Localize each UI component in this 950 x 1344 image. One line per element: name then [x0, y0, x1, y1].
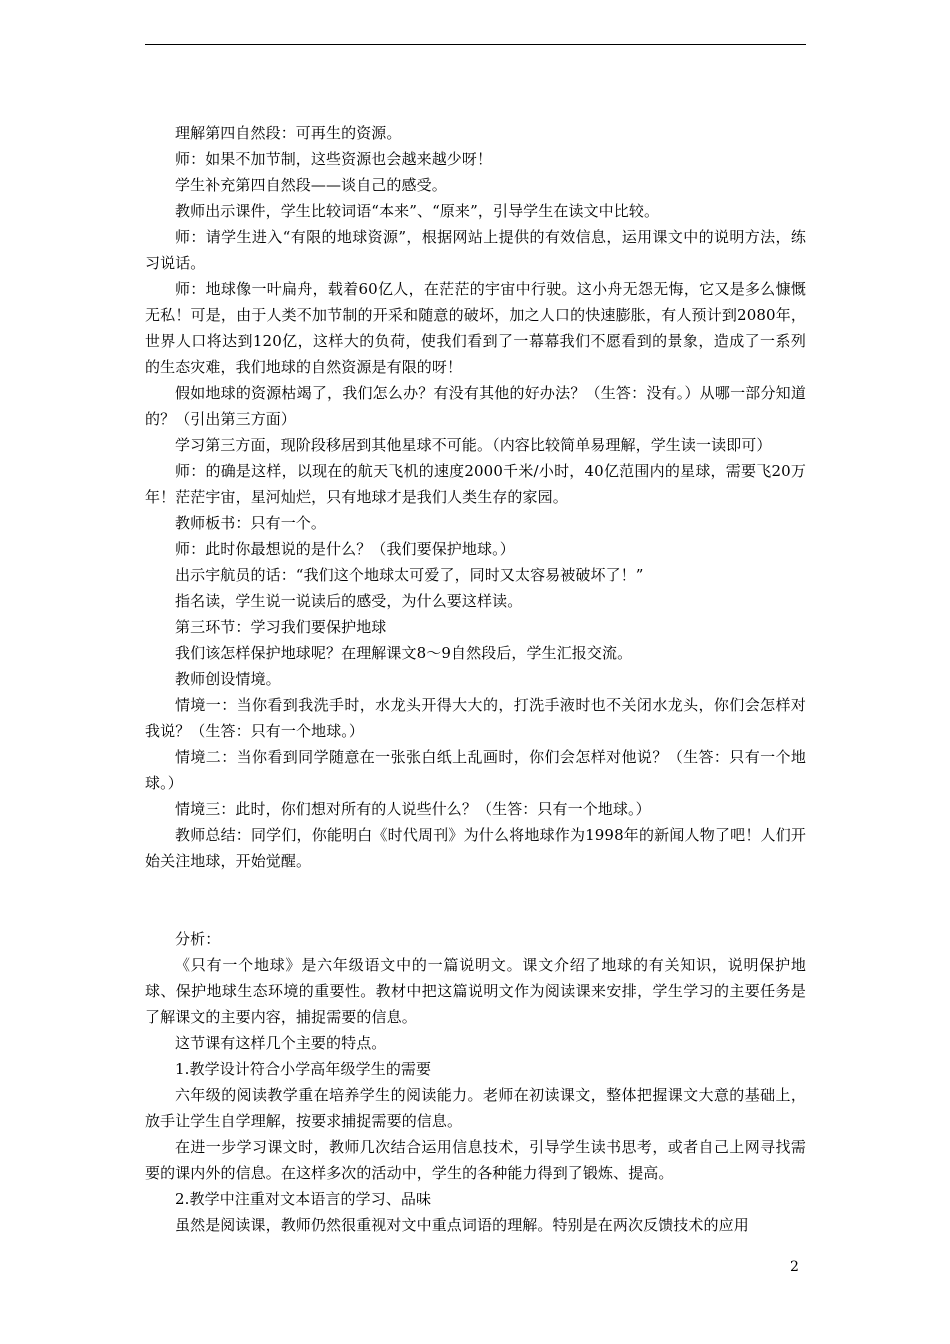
paragraph: 师：此时你最想说的是什么？（我们要保护地球。）	[175, 540, 515, 558]
paragraph: 我们该怎样保护地球呢？在理解课文8～9自然段后，学生汇报交流。	[175, 644, 633, 662]
page-number: 2	[790, 1259, 799, 1275]
paragraph: 情境一：当你看到我洗手时，水龙头开得大大的，打洗手液时也不关闭水龙头，你们会怎样对我说？（生答：只有一个地球。）	[145, 696, 806, 740]
paragraph: 这节课有这样几个主要的特点。	[175, 1034, 387, 1052]
paragraph: 指名读，学生说一说读后的感受，为什么要这样读。	[175, 592, 523, 610]
analysis-section	[145, 926, 806, 1238]
paragraph: 教师出示课件，学生比较词语“本来”、“原来”，引导学生在读文中比较。	[175, 202, 660, 220]
paragraph: 在进一步学习课文时，教师几次结合运用信息技术，引导学生读书思考，或者自己上网寻找需要的课内外的信息。在这样多次的活动中，学生的各种能力得到了锻炼、提高。	[145, 1138, 806, 1182]
paragraph: 情境二：当你看到同学随意在一张张白纸上乱画时，你们会怎样对他说？（生答：只有一个地球。）	[145, 748, 806, 792]
paragraph: 学习第三方面，现阶段移居到其他星球不可能。（内容比较简单易理解，学生读一读即可）	[175, 436, 772, 454]
section-heading: 第三环节：学习我们要保护地球	[175, 618, 387, 636]
numbered-heading: 2.教学中注重对文本语言的学习、品味	[175, 1190, 432, 1208]
paragraph: 情境三：此时，你们想对所有的人说些什么？（生答：只有一个地球。）	[175, 800, 651, 818]
paragraph: 教师板书：只有一个。	[175, 514, 327, 532]
document-body	[145, 120, 806, 1238]
paragraph: 《只有一个地球》是六年级语文中的一篇说明文。课文介绍了地球的有关知识，说明保护地球、保护地球生态环境的重要性。教材中把这篇说明文作为阅读课来安排，学生学习的主要任务是了解课文的主要内容，捕捉需要的信息。	[145, 956, 806, 1026]
paragraph: 假如地球的资源枯竭了，我们怎么办？有没有其他的好办法？（生答：没有。）从哪一部分知道的？（引出第三方面）	[145, 384, 806, 428]
paragraph: 理解第四自然段：可再生的资源。	[175, 124, 402, 142]
lesson-section	[145, 120, 806, 874]
paragraph: 虽然是阅读课，教师仍然很重视对文中重点词语的理解。特别是在两次反馈技术的应用	[175, 1216, 749, 1234]
paragraph: 师：请学生进入“有限的地球资源”，根据网站上提供的有效信息，运用课文中的说明方法，练习说话。	[145, 228, 806, 272]
paragraph: 教师总结：同学们，你能明白《时代周刊》为什么将地球作为1998年的新闻人物了吧！人们开始关注地球，开始觉醒。	[145, 826, 806, 870]
paragraph: 六年级的阅读教学重在培养学生的阅读能力。老师在初读课文，整体把握课文大意的基础上，放手让学生自学理解，按要求捕捉需要的信息。	[145, 1086, 806, 1130]
paragraph: 出示宇航员的话：“我们这个地球太可爱了，同时又太容易被破坏了！”	[175, 566, 644, 584]
paragraph: 学生补充第四自然段——谈自己的感受。	[175, 176, 447, 194]
paragraph: 师：的确是这样，以现在的航天飞机的速度2000千米/小时，40亿范围内的星球，需要飞20万年！茫茫宇宙，星河灿烂，只有地球才是我们人类生存的家园。	[145, 462, 806, 506]
analysis-heading: 分析：	[175, 930, 221, 948]
paragraph: 师：地球像一叶扁舟，载着60亿人，在茫茫的宇宙中行驶。这小舟无怨无悔，它又是多么慷慨无私！可是，由于人类不加节制的开采和随意的破坏，加之人口的快速膨胀，有人预计到2080年，世界人口将达到120亿，这样大的负荷，使我们看到了一幕幕我们不愿看到的景象，造成了一系列的生态灾难，我们地球的自然资源是有限的呀！	[145, 280, 806, 376]
numbered-heading: 1.教学设计符合小学高年级学生的需要	[175, 1060, 432, 1078]
paragraph: 教师创设情境。	[175, 670, 281, 688]
header-rule	[145, 44, 806, 45]
section-gap	[145, 874, 806, 926]
paragraph: 师：如果不加节制，这些资源也会越来越少呀！	[175, 150, 493, 168]
